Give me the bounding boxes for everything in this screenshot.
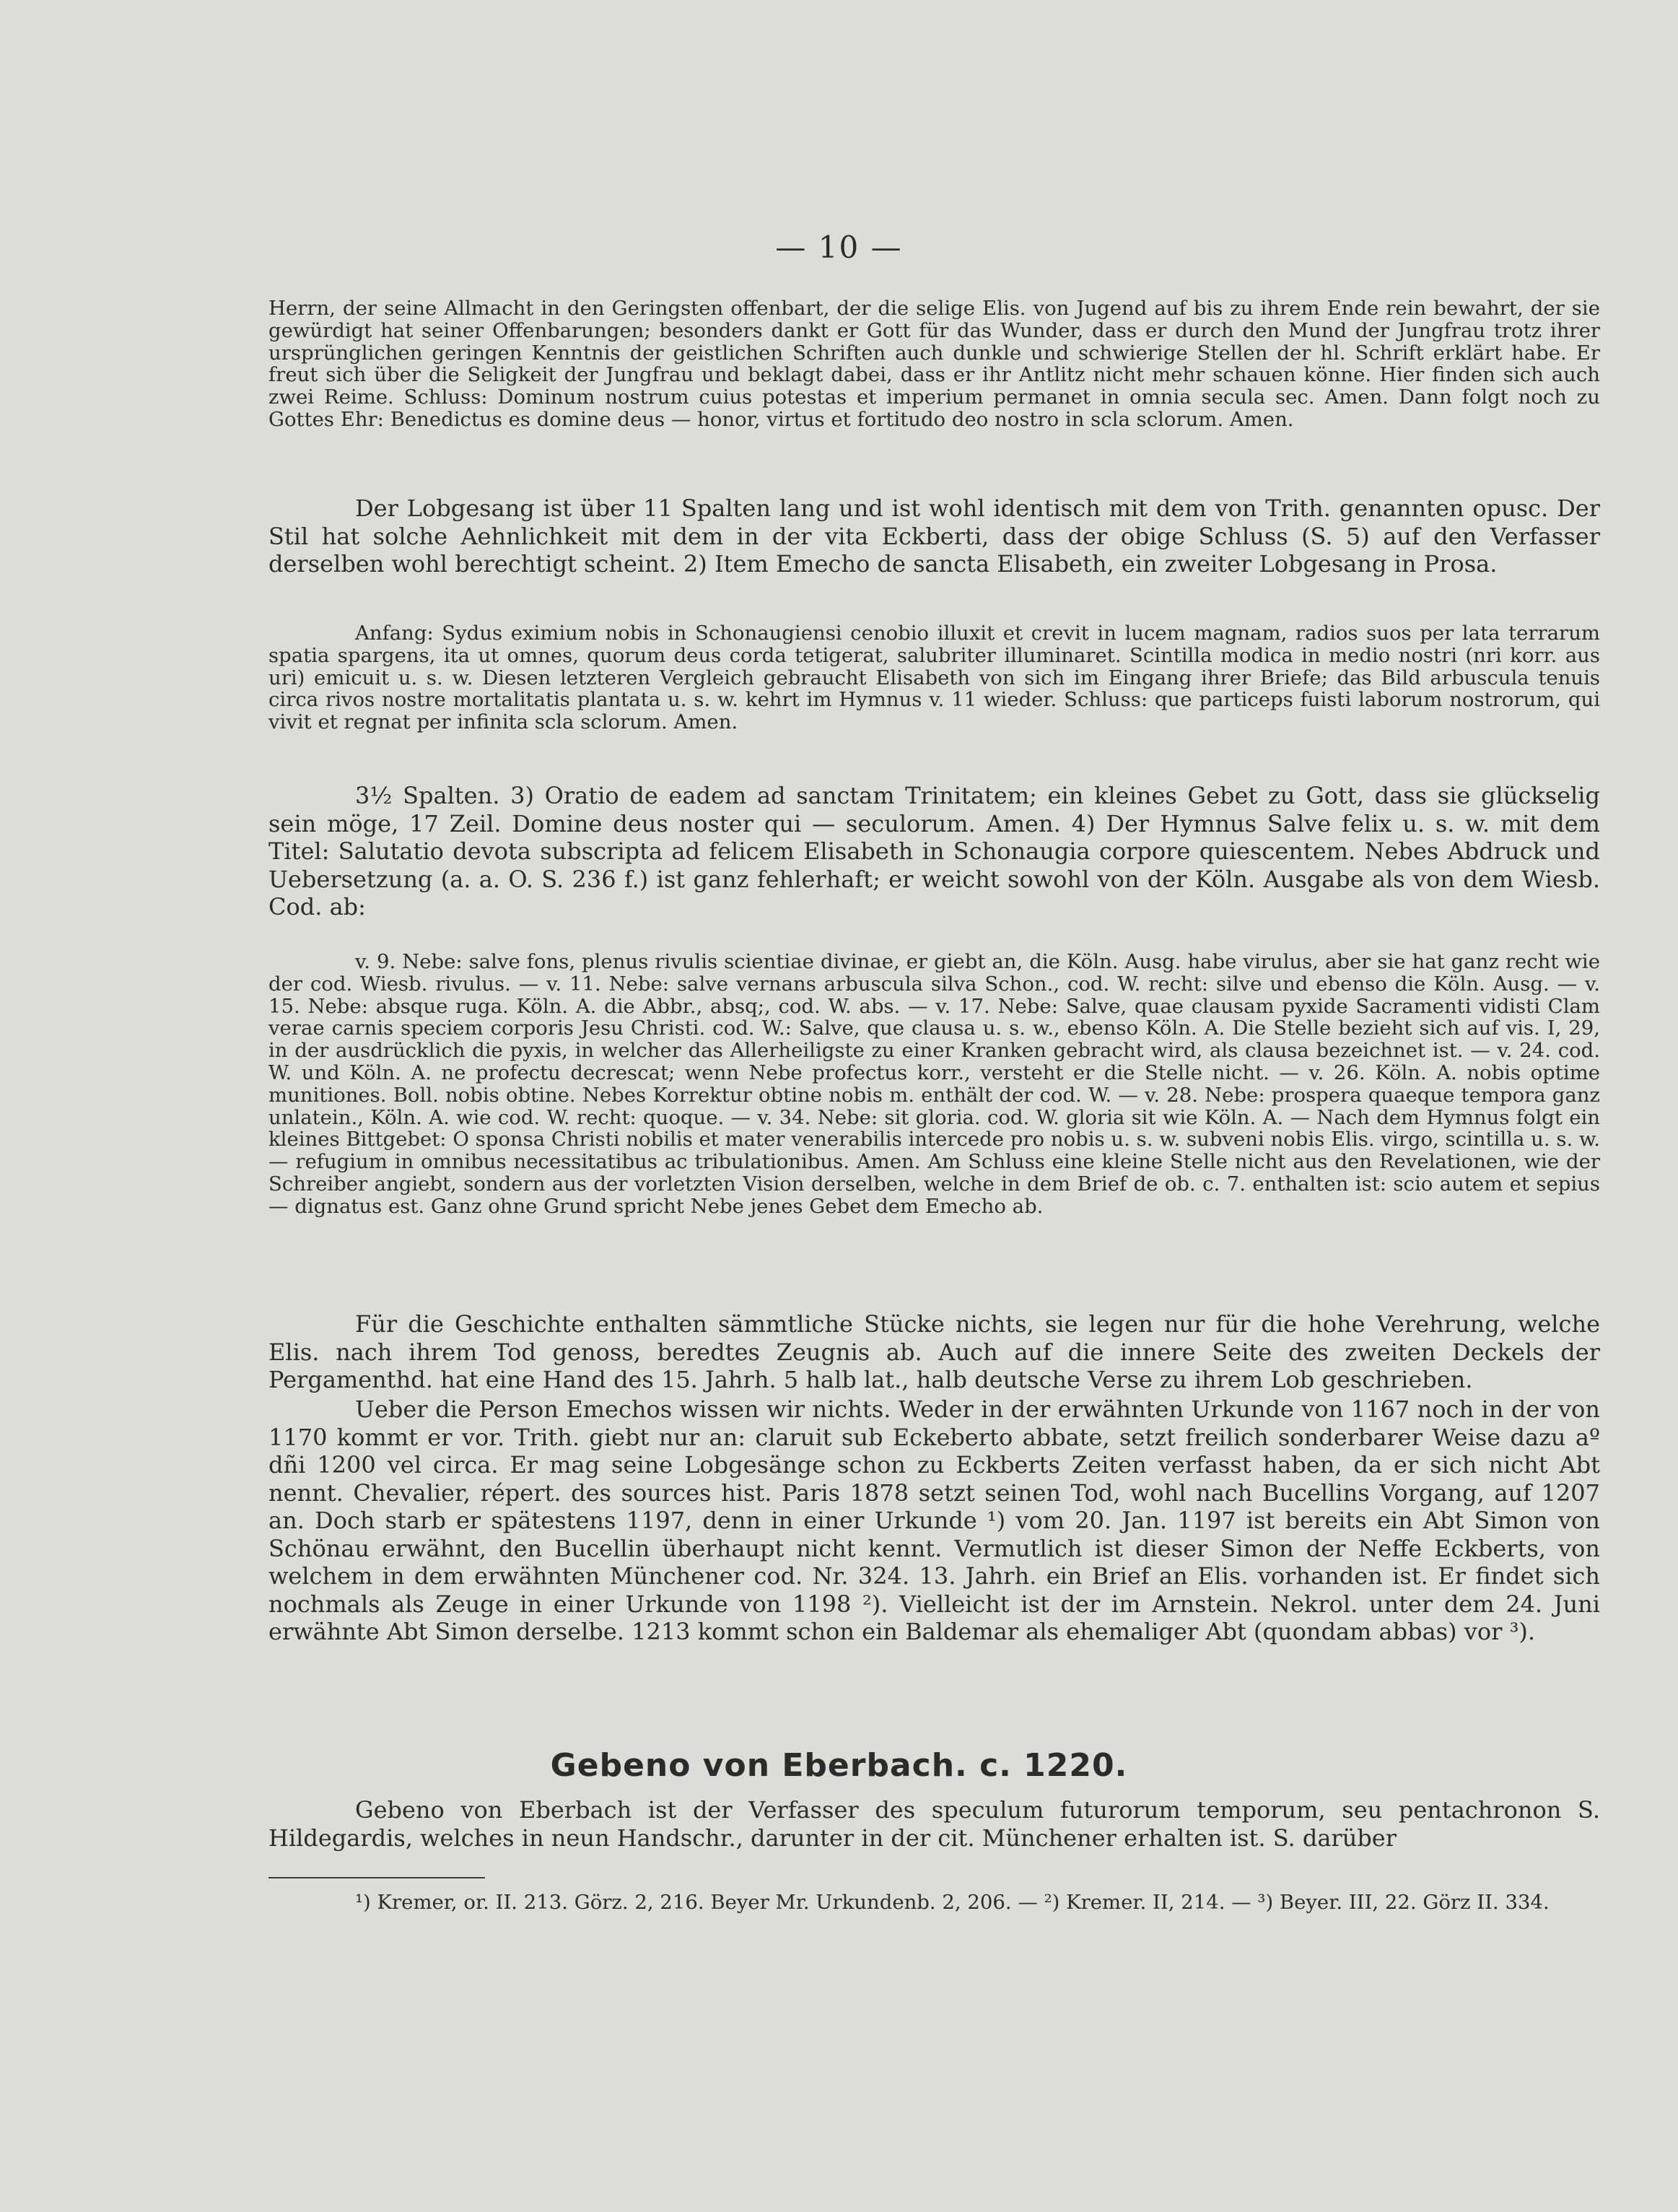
paragraph-5 (268, 951, 1600, 1218)
paragraph-text: v. 9. Nebe: salve fons, plenus rivulis scientiae divinae, er giebt an, die Köln. Ausg. habe virulus, aber sie hat ganz recht wie der cod. Wiesb. rivulus. — v. 11. Nebe: salve vernans arbuscula silva Schon., cod. W. recht: silve und ebenso die Köln. Ausg. — v. 15. Nebe: absque ruga. Köln. A. die Abbr., absq;, cod. W. abs. — v. 17. Nebe: Salve, quae clausam pyxide Sacramenti vidisti Clam verae carnis speciem corporis Jesu Christi. cod. W.: Salve, que clausa u. s. w., ebenso Köln. A. Die Stelle bezieht sich auf vis. I, 29, in der ausdrücklich die pyxis, in welcher das Allerheiligste zu einer Kranken gebracht wird, als clausa bezeichnet ist. — v. 24. cod. W. und Köln. A. ne profectu decrescat; wenn Nebe profectus korr., versteht er die Stelle nicht. — v. 26. Köln. A. nobis optime munitiones. Boll. nobis obtine. Nebes Korrektur obtine nobis m. enthält der cod. W. — v. 28. Nebe: prospera quaeque tempora ganz unlatein., Köln. A. wie cod. W. recht: quoque. — v. 34. Nebe: sit gloria. cod. W. gloria sit wie Köln. A. — Nach dem Hymnus folgt ein kleines Bittgebet: O sponsa Christi nobilis et mater venerabilis intercede pro nobis u. s. w. subveni nobis Elis. virgo, scintilla u. s. w. — refugium in omnibus necessitatibus ac tribulationibus. Amen. Am Schluss eine kleine Stelle nicht aus den Revelationen, wie der Schreiber angiebt, sondern aus der vorletzten Vision derselben, welche in dem Brief de ob. c. 7. enthalten ist: scio autem et sepius — dignatus est. Ganz ohne Grund spricht Nebe jenes Gebet dem Emecho ab. (268, 950, 1600, 1218)
paragraph-text: Gebeno von Eberbach ist der Verfasser des speculum futurorum temporum, seu pentachronon S. Hildegardis, welches in neun Handschr., darunter in der cit. Münchener erhalten ist. S. darüber (268, 1796, 1600, 1852)
paragraph-text: Herrn, der seine Allmacht in den Geringsten offenbart, der die selige Elis. von Jugend auf bis zu ihrem Ende rein bewahrt, der sie gewürdigt hat seiner Offenbarungen; besonders dankt er Gott für das Wunder, dass er durch den Mund der Jungfrau trotz ihrer ursprünglichen geringen Kenntnis der geistlichen Schriften auch dunkle und schwierige Stellen der hl. Schrift erklärt habe. Er freut sich über die Seligkeit der Jungfrau und beklagt dabei, dass er ihr Antlitz nicht mehr schauen könne. Hier finden sich auch zwei Reime. Schluss: Dominum nostrum cuius potestas et imperium permanet in omnia secula sec. Amen. Dann folgt noch zu Gottes Ehr: Benedictus es domine deus — honor, virtus et fortitudo deo nostro in scla sclorum. Amen. (268, 297, 1600, 431)
paragraph-1 (268, 297, 1600, 431)
page-number: — 10 — (775, 230, 903, 265)
footnote (268, 1891, 1600, 1914)
paragraph-3 (268, 622, 1600, 733)
footnote-rule (268, 1877, 485, 1878)
paragraph-6 (268, 1310, 1600, 1394)
section-heading: Gebeno von Eberbach. c. 1220. (550, 1747, 1128, 1784)
paragraph-text: Ueber die Person Emechos wissen wir nichts. Weder in der erwähnten Urkunde von 1167 noch in der von 1170 kommt er vor. Trith. giebt nur an: claruit sub Eckeberto abbate, setzt freilich sonderbarer Weise dazu aº dñi 1200 vel circa. Er mag seine Lobgesänge schon zu Eckberts Zeiten verfasst haben, da er sich nicht Abt nennt. Chevalier, répert. des sources hist. Paris 1878 setzt seinen Tod, wohl nach Bucellins Vorgang, auf 1207 an. Doch starb er spätestens 1197, denn in einer Urkunde ¹) vom 20. Jan. 1197 ist bereits ein Abt Simon von Schönau erwähnt, den Bucellin überhaupt nicht kennt. Vermutlich ist dieser Simon der Neffe Eckberts, von welchem in dem erwähnten Münchener cod. Nr. 324. 13. Jahrh. ein Brief an Elis. vorhanden ist. Er findet sich nochmals als Zeuge in einer Urkunde von 1198 ²). Vielleicht ist der im Arnstein. Nekrol. unter dem 24. Juni erwähnte Abt Simon derselbe. 1213 kommt schon ein Baldemar als ehemaliger Abt (quondam abbas) vor ³). (268, 1395, 1600, 1645)
paragraph-4 (268, 782, 1600, 921)
footnote-text: ¹) Kremer, or. II. 213. Görz. 2, 216. Beyer Mr. Urkundenb. 2, 206. — ²) Kremer. II, 214. — ³) Beyer. III, 22. Görz II. 334. (355, 1891, 1550, 1914)
paragraph-text: 3½ Spalten. 3) Oratio de eadem ad sanctam Trinitatem; ein kleines Gebet zu Gott, dass sie glückselig sein möge, 17 Zeil. Domine deus noster qui — seculorum. Amen. 4) Der Hymnus Salve felix u. s. w. mit dem Titel: Salutatio devota subscripta ad felicem Elisabeth in Schonaugia corpore quiescentem. Nebes Abdruck und Uebersetzung (a. a. O. S. 236 f.) ist ganz fehlerhaft; er weicht sowohl von der Köln. Ausgabe als von dem Wiesb. Cod. ab: (268, 782, 1600, 920)
section-paragraph (268, 1796, 1600, 1852)
paragraph-7 (268, 1395, 1600, 1646)
paragraph-text: Für die Geschichte enthalten sämmtliche Stücke nichts, sie legen nur für die hohe Verehrung, welche Elis. nach ihrem Tod genoss, beredtes Zeugnis ab. Auch auf die innere Seite des zweiten Deckels der Pergamenthd. hat eine Hand des 15. Jahrh. 5 halb lat., halb deutsche Verse zu ihrem Lob geschrieben. (268, 1310, 1600, 1393)
paragraph-text: Anfang: Sydus eximium nobis in Schonaugiensi cenobio illuxit et crevit in lucem magnam, radios suos per lata terrarum spatia spargens, ita ut omnes, quorum deus corda tetigerat, salubriter illuminaret. Scintilla modica in medio nostri (nri korr. aus uri) emicuit u. s. w. Diesen letzteren Vergleich gebraucht Elisabeth von sich im Eingang ihrer Briefe; das Bild arbuscula tenuis circa rivos nostre mortalitatis plantata u. s. w. kehrt im Hymnus v. 11 wieder. Schluss: que particeps fuisti laborum nostrorum, qui vivit et regnat per infinita scla sclorum. Amen. (268, 622, 1600, 734)
paragraph-2 (268, 495, 1600, 578)
paragraph-text: Der Lobgesang ist über 11 Spalten lang und ist wohl identisch mit dem von Trith. genannten opusc. Der Stil hat solche Aehnlichkeit mit dem in der vita Eckberti, dass der obige Schluss (S. 5) auf den Verfasser derselben wohl berechtigt scheint. 2) Item Emecho de sancta Elisabeth, ein zweiter Lobgesang in Prosa. (268, 495, 1600, 578)
